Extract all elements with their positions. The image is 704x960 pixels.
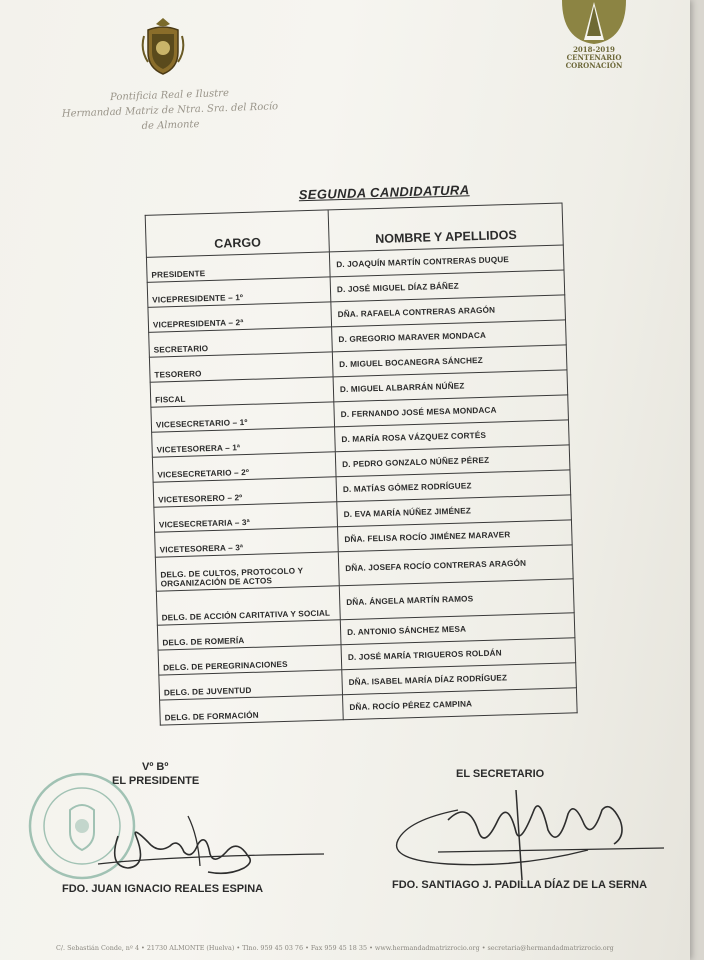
cargo-cell: DELG. DE FORMACIÓN (160, 695, 344, 725)
anniversary-line: CENTENARIO (566, 53, 622, 62)
nombre-cell: D. FERNANDO JOSÉ MESA MONDACA (334, 395, 569, 427)
nombre-cell: D. ANTONIO SÁNCHEZ MESA (340, 613, 575, 645)
cargo-cell: SECRETARIO (149, 327, 333, 357)
cargo-cell: DELG. DE JUVENTUD (159, 670, 343, 700)
nombre-cell: D. MIGUEL ALBARRÁN NÚÑEZ (333, 370, 568, 402)
cargo-cell: VICESECRETARIA – 3ª (154, 502, 338, 532)
cargo-cell: DELG. DE ROMERÍA (157, 620, 341, 650)
institution-line: Pontificia Real e Ilustre (109, 87, 230, 104)
nombre-cell: D. EVA MARÍA NÚÑEZ JIMÉNEZ (337, 495, 572, 527)
president-signature (88, 796, 328, 886)
nombre-cell: D. MIGUEL BOCANEGRA SÁNCHEZ (332, 345, 567, 377)
nombre-cell: D. MARÍA ROSA VÁZQUEZ CORTÉS (335, 420, 570, 452)
cargo-cell: VICEPRESIDENTE – 1º (147, 277, 331, 307)
institution-line: de Almonte (141, 118, 200, 132)
secretary-signature (388, 780, 668, 890)
cargo-cell: VICETESORERA – 1ª (152, 427, 336, 457)
president-name: FDO. JUAN IGNACIO REALES ESPINA (62, 883, 264, 895)
nombre-cell: D. MATÍAS GÓMEZ RODRÍGUEZ (336, 470, 571, 502)
nombre-cell: DÑA. ISABEL MARÍA DÍAZ RODRÍGUEZ (342, 663, 577, 695)
nombre-cell: DÑA. ROCÍO PÉREZ CAMPINA (343, 688, 578, 720)
column-header-cargo: CARGO (145, 210, 329, 257)
footer-contact: C/. Sebastián Conde, nº 4 • 21730 ALMONTE (Huelva) • Tlno. 959 45 03 76 • Fax 959 45 18 35 • www.hermandadmatrizrocio.org • secretaria@hermandadmatrizrocio.org (56, 944, 614, 952)
cargo-cell: DELG. DE CULTOS, PROTOCOLO Y ORGANIZACIÓN DE ACTOS (155, 552, 339, 591)
cargo-cell: VICETESORERO – 2º (153, 477, 337, 507)
anniversary-line: CORONACIÓN (565, 61, 623, 70)
document-title: SEGUNDA CANDIDATURA (298, 182, 470, 203)
cargo-cell: VICEPRESIDENTA – 2ª (148, 302, 332, 332)
nombre-cell: D. JOSÉ MIGUEL DÍAZ BÁÑEZ (330, 270, 565, 302)
secretary-title: EL SECRETARIO (456, 768, 545, 780)
secretary-name: FDO. SANTIAGO J. PADILLA DÍAZ DE LA SERNA (392, 879, 648, 891)
nombre-cell: DÑA. FELISA ROCÍO JIMÉNEZ MARAVER (338, 520, 573, 552)
anniversary-line: 2018-2019 (573, 45, 615, 54)
cargo-cell: VICESECRETARIO – 1º (151, 402, 335, 432)
cargo-cell: TESORERO (149, 352, 333, 382)
nombre-cell: D. JOSÉ MARÍA TRIGUEROS ROLDÁN (341, 638, 576, 670)
nombre-cell: D. JOAQUÍN MARTÍN CONTRERAS DUQUE (329, 245, 564, 277)
nombre-cell: DÑA. ÁNGELA MARTÍN RAMOS (339, 579, 574, 620)
nombre-cell: DÑA. RAFAELA CONTRERAS ARAGÓN (331, 295, 566, 327)
president-title: EL PRESIDENTE (112, 775, 200, 787)
column-header-nombre: NOMBRE Y APELLIDOS (328, 203, 563, 252)
nombre-cell: D. PEDRO GONZALO NÚÑEZ PÉREZ (335, 445, 570, 477)
cargo-cell: FISCAL (150, 377, 334, 407)
cargo-cell: DELG. DE PEREGRINACIONES (158, 645, 342, 675)
nombre-cell: DÑA. JOSEFA ROCÍO CONTRERAS ARAGÓN (338, 545, 573, 586)
nombre-cell: D. GREGORIO MARAVER MONDACA (332, 320, 567, 352)
institution-line: Hermandad Matriz de Ntra. Sra. del Rocío (61, 101, 279, 120)
vb-label: Vº Bº (142, 761, 169, 773)
cargo-cell: PRESIDENTE (146, 252, 330, 282)
cargo-cell: VICESECRETARIO – 2º (152, 452, 336, 482)
cargo-cell: VICETESORERA – 3ª (155, 527, 339, 557)
cargo-cell: DELG. DE ACCIÓN CARITATIVA Y SOCIAL (156, 586, 340, 625)
